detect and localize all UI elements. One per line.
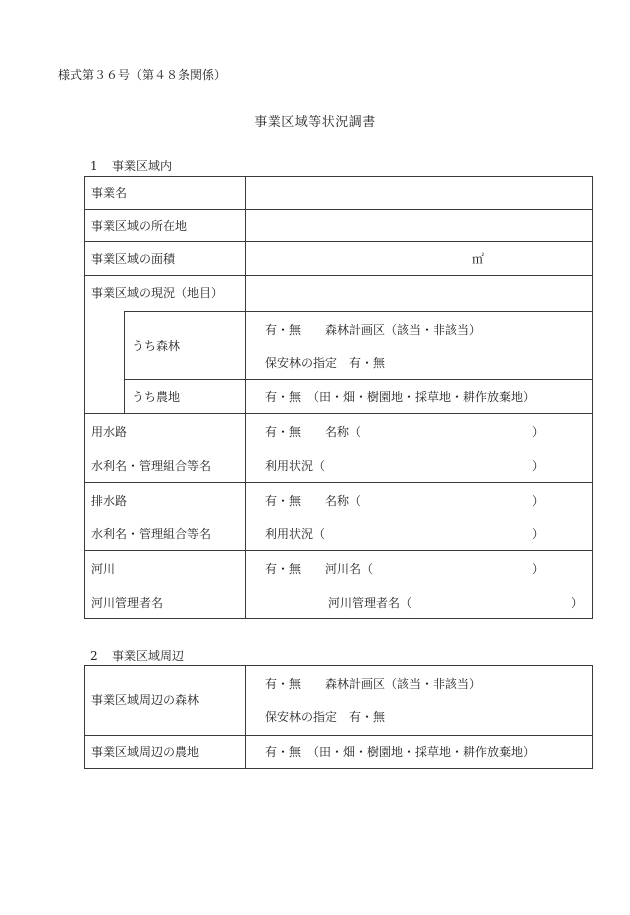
surrounding-farmland-label: 事業区域周辺の農地 bbox=[91, 745, 200, 759]
project-name-field[interactable] bbox=[246, 177, 592, 209]
surrounding-forest-line-2: 保安林の指定 有・無 bbox=[265, 710, 386, 724]
river-label: 河川 bbox=[91, 562, 116, 576]
drainage-close-1: ） bbox=[532, 494, 545, 508]
river-field[interactable] bbox=[246, 551, 592, 619]
surrounding-farmland-field[interactable] bbox=[246, 736, 592, 769]
surrounding-farmland-line-1: 有・無 （田・畑・樹園地・採草地・耕作放棄地） bbox=[265, 745, 536, 759]
forest-field[interactable] bbox=[246, 312, 592, 380]
row-forest bbox=[125, 311, 592, 380]
water-supply-field[interactable] bbox=[246, 414, 592, 483]
river-sub-label: 河川管理者名 bbox=[91, 596, 164, 610]
document-title: 事業区域等状況調書 bbox=[254, 115, 376, 130]
water-supply-line-1: 有・無 名称（ bbox=[265, 425, 362, 439]
farmland-line-1: 有・無 （田・畑・樹園地・採草地・耕作放棄地） bbox=[265, 390, 536, 404]
row-surrounding-farmland bbox=[85, 735, 592, 769]
surrounding-forest-field[interactable] bbox=[246, 666, 592, 735]
surrounding-forest-line-1: 有・無 森林計画区（該当・非該当） bbox=[265, 677, 482, 691]
drainage-close-2: ） bbox=[532, 527, 545, 541]
farmland-field[interactable] bbox=[246, 380, 592, 414]
row-farmland bbox=[125, 379, 592, 414]
surrounding-forest-label: 事業区域周辺の森林 bbox=[91, 693, 200, 707]
farmland-label: うち農地 bbox=[132, 390, 181, 404]
form-number: 様式第３６号（第４８条関係） bbox=[58, 68, 227, 82]
row-project-name bbox=[85, 177, 592, 209]
drainage-sub-label: 水利名・管理組合等名 bbox=[91, 527, 212, 541]
river-close-2: ） bbox=[571, 596, 584, 610]
row-land-status bbox=[85, 275, 592, 312]
row-surrounding-forest bbox=[85, 666, 592, 735]
land-status-field[interactable] bbox=[246, 276, 592, 312]
drainage-field[interactable] bbox=[246, 483, 592, 551]
river-close-1: ） bbox=[532, 562, 545, 576]
section-1-number: 1 bbox=[90, 159, 98, 173]
project-name-label: 事業名 bbox=[91, 186, 128, 200]
section-2-table bbox=[84, 665, 593, 769]
river-line-2: 河川管理者名（ bbox=[328, 596, 413, 610]
water-supply-label: 用水路 bbox=[91, 425, 128, 439]
land-status-label: 事業区域の現況（地目） bbox=[91, 286, 224, 300]
water-supply-close-2: ） bbox=[532, 459, 545, 473]
forest-line-2: 保安林の指定 有・無 bbox=[265, 356, 386, 370]
forest-line-1: 有・無 森林計画区（該当・非該当） bbox=[265, 323, 482, 337]
section-2-number: 2 bbox=[90, 649, 98, 663]
area-label: 事業区域の面積 bbox=[91, 252, 176, 266]
river-line-1: 有・無 河川名（ bbox=[265, 562, 374, 576]
area-unit: ㎡ bbox=[472, 252, 485, 266]
section-2-title: 事業区域周辺 bbox=[112, 649, 185, 663]
section-1-table bbox=[84, 176, 593, 619]
forest-label: うち森林 bbox=[132, 339, 181, 353]
water-supply-line-2: 利用状況（ bbox=[265, 459, 326, 473]
water-supply-close-1: ） bbox=[532, 425, 545, 439]
section-1-title: 事業区域内 bbox=[112, 159, 173, 173]
area-field[interactable] bbox=[246, 242, 592, 276]
drainage-label: 排水路 bbox=[91, 494, 128, 508]
row-area bbox=[85, 241, 592, 276]
location-field[interactable] bbox=[246, 210, 592, 242]
row-river bbox=[85, 550, 592, 619]
location-label: 事業区域の所在地 bbox=[91, 219, 188, 233]
drainage-line-2: 利用状況（ bbox=[265, 527, 326, 541]
row-water-supply bbox=[85, 413, 592, 483]
indent-spacer bbox=[85, 311, 125, 413]
water-supply-sub-label: 水利名・管理組合等名 bbox=[91, 459, 212, 473]
drainage-line-1: 有・無 名称（ bbox=[265, 494, 362, 508]
section-2-heading bbox=[90, 647, 184, 664]
row-location bbox=[85, 209, 592, 242]
row-drainage bbox=[85, 482, 592, 551]
section-1-heading bbox=[90, 157, 172, 174]
